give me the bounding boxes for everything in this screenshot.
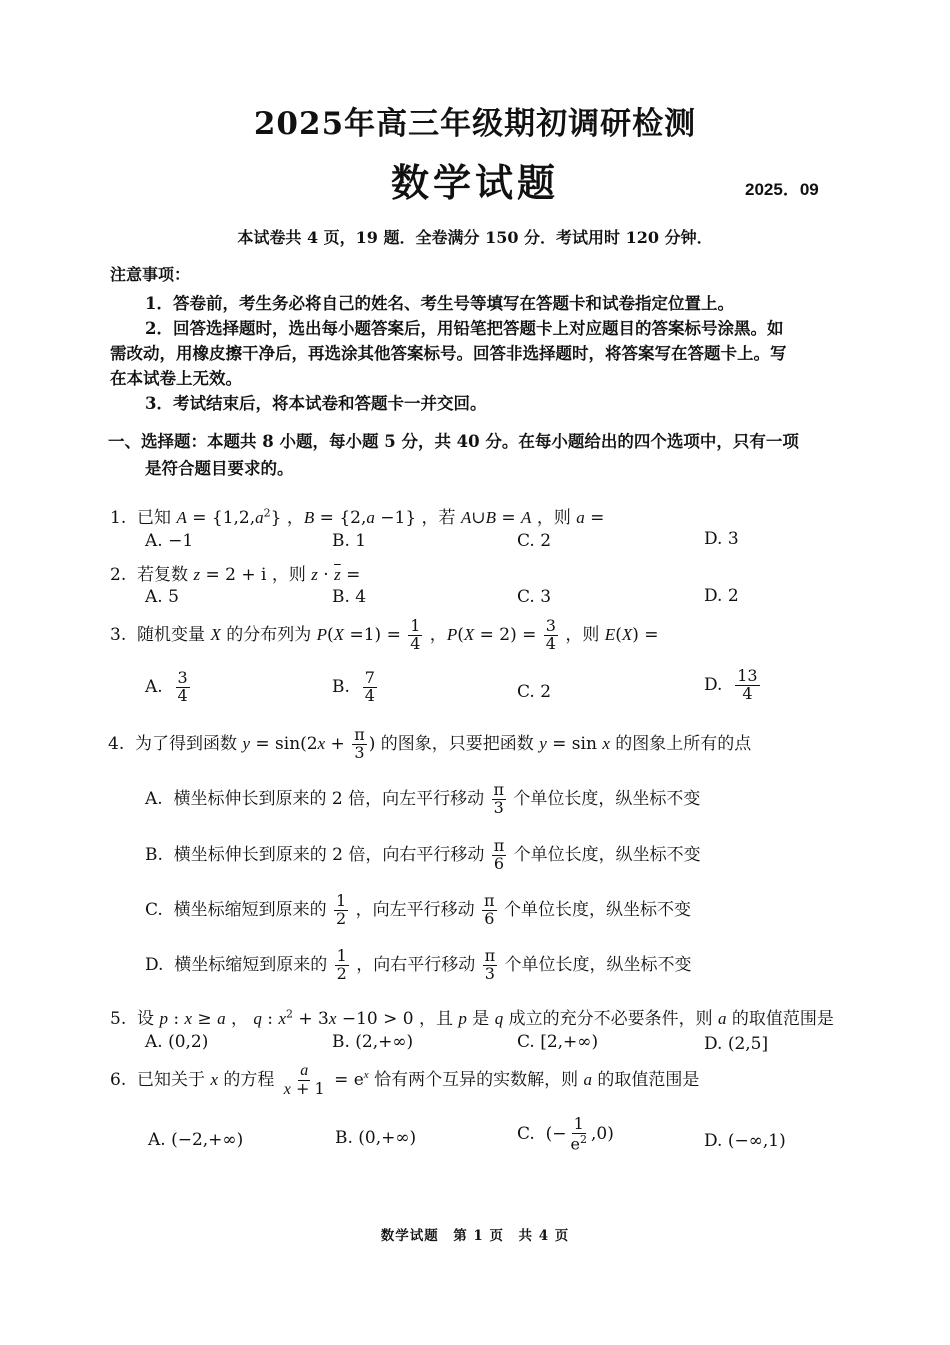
notes-title: 注意事项： <box>110 265 191 284</box>
note-2-end: 在本试卷上无效。 <box>110 369 242 388</box>
q1-option-a: A. −1 <box>145 531 194 551</box>
q1-option-d: D. 3 <box>704 529 739 549</box>
q4-option-b: B. 横坐标伸长到原来的 2 倍，向右平行移动 $\frac{\pi}{6}$ 个单位长度，纵坐标不变 <box>145 836 701 873</box>
q2-option-a: A. 5 <box>145 587 179 607</box>
question-4: 4. 为了得到函数 y = sin(2x + $\frac{\pi}{3}$ ) 的图象，只要把函数 y = sin x 的图象上所有的点 <box>108 725 752 762</box>
q4-option-c: C. 横坐标缩短到原来的 $\frac{1}{2}$ ，向左平行移动 $\frac{\pi}{6}$ 个单位长度，纵坐标不变 <box>145 891 691 928</box>
subject-title: 数学试题 <box>390 160 559 205</box>
q1-option-c: C. 2 <box>517 531 552 551</box>
q3-option-d: D. $\frac{13}{4}$ <box>704 666 758 703</box>
q6-option-a: A. (−2,+∞) <box>148 1130 244 1150</box>
q1-option-b: B. 1 <box>332 531 367 551</box>
note-3: 3．考试结束后，将本试卷和答题卡一并交回。 <box>145 394 487 413</box>
question-5: 5. 设 p : x ≥ a ， q : $x^2 + 3x -10 > 0$ ，且 p 是 q 成立的充分不必要条件，则 a 的取值范围是 <box>110 1007 834 1029</box>
note-2-cont: 需改动，用橡皮擦干净后，再选涂其他答案标号。回答非选择题时，将答案写在答题卡上。写 <box>110 344 787 363</box>
q5-option-b: B. (2,+∞) <box>332 1032 414 1052</box>
q6-option-d: D. (−∞,1) <box>704 1131 786 1151</box>
q5-option-d: D. (2,5] <box>704 1034 769 1054</box>
q3-option-a: A. $\frac{3}{4}$ <box>145 668 188 705</box>
q2-option-b: B. 4 <box>332 587 367 607</box>
exam-date: 2025．09 <box>745 180 819 199</box>
question-3: 3. 随机变量 X 的分布列为 P(X =1) = $\frac{1}{4}$ ，P(X = 2) = $\frac{3}{4}$ ，则 E(X) = <box>110 616 659 653</box>
exam-title: 2025年高三年级期初调研检测 <box>253 106 697 142</box>
note-1: 1．答卷前，考生务必将自己的姓名、考生号等填写在答题卡和试卷指定位置上。 <box>145 294 734 313</box>
exam-info: 本试卷共 4 页，19 题．全卷满分 150 分．考试用时 120 分钟． <box>237 228 713 247</box>
section-heading-cont: 是符合题目要求的。 <box>145 459 294 478</box>
q6-option-c: C. (− $\frac{1}{e^2}$ ,0) <box>517 1114 614 1154</box>
section-heading: 一、选择题：本题共 8 小题，每小题 5 分，共 40 分。在每小题给出的四个选项中，只有一项 <box>108 432 799 451</box>
q5-option-c: C. [2,+∞) <box>517 1032 599 1052</box>
q4-option-a: A. 横坐标伸长到原来的 2 倍，向左平行移动 $\frac{\pi}{3}$ 个单位长度，纵坐标不变 <box>145 780 701 817</box>
q5-option-a: A. (0,2) <box>145 1032 209 1052</box>
question-6: 6. 已知关于 x 的方程 $\frac{a}{x + 1}$ = $e^x$ 恰有两个互异的实数解，则 a 的取值范围是 <box>110 1062 700 1098</box>
q3-option-c: C. 2 <box>517 682 552 702</box>
q2-option-d: D. 2 <box>704 586 739 606</box>
q4-option-d: D. 横坐标缩短到原来的 $\frac{1}{2}$ ，向右平行移动 $\frac{\pi}{3}$ 个单位长度，纵坐标不变 <box>145 946 692 983</box>
q3-option-b: B. $\frac{7}{4}$ <box>332 668 375 705</box>
page-footer: 数学试题 第 1 页 共 4 页 <box>380 1228 570 1244</box>
q2-option-c: C. 3 <box>517 587 552 607</box>
q6-option-b: B. (0,+∞) <box>335 1128 417 1148</box>
question-1: 1. 已知 $A = \{1,2,a^2\}$ ，B = {2,a −1} ，若 A∪B = A ，则 a = <box>110 506 605 528</box>
question-2: 2. 若复数 z = 2 + i ，则 $z \cdot \overline{z}$ = <box>110 565 361 585</box>
note-2: 2．回答选择题时，选出每小题答案后，用铅笔把答题卡上对应题目的答案标号涂黑。如 <box>145 319 784 338</box>
